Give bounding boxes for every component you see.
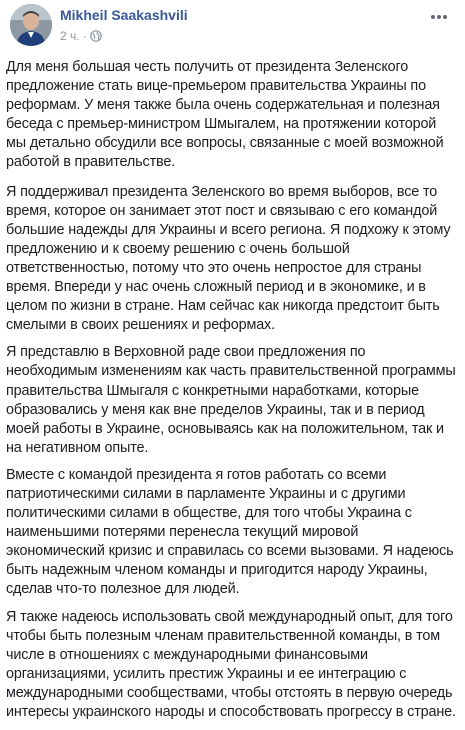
post-paragraph-5: Я также надеюсь использовать свой международный опыт, для того чтобы быть полезным членам правительственной команды, в том числе в отношениях с международными финансовыми организациями, усилить престиж Украины и ее интеграцию с международными сообществами, чтобы отстоять в первую очередь интересы украинского народы и способствовать прогрессу в стране. <box>6 608 456 720</box>
post-meta <box>60 29 102 43</box>
post-header <box>5 0 460 56</box>
avatar-image <box>10 4 52 46</box>
avatar[interactable] <box>10 4 52 46</box>
post-body <box>6 58 458 730</box>
globe-icon[interactable] <box>90 30 102 42</box>
more-options-icon[interactable] <box>426 8 452 26</box>
post-paragraph-1: Для меня большая честь получить от президента Зеленского предложение стать вице-премьером правительства Украины по реформам. У меня также была очень содержательная и полезная беседа с премьер-министром Шмыгалем, на протяжении которой мы детально обсудили все вопросы, связанные с моей возможной работой в правительстве. <box>6 59 444 171</box>
post-paragraph-3: Я представлю в Верховной раде свои предложения по необходимым изменениям как часть правительственной программы правительства Шмыгаля с конкретными наработками, которые образовались у меня как вне пределов Украины, так и в период моей работы в Украине, основываясь как на положительном, так и на негативном опыте. <box>6 344 456 456</box>
post-paragraph-4: Вместе с командой президента я готов работать со всеми патриотическими силами в парламенте Украины и с другими политическими силами в обществе, для того чтобы Украина с наименьшими потерями перенесла текущий мировой экономический кризис и справилась со всеми вызовами. Я надеюсь быть надежным членом команды и пригодится народу Украины, сделав что-то полезное для людей. <box>6 466 454 598</box>
meta-separator: · <box>82 29 87 43</box>
post-author[interactable]: Mikheil Saakashvili <box>60 7 188 23</box>
post-paragraph-2: Я поддерживал президента Зеленского во время выборов, все то время, которое он занимает этот пост и связываю с его командой большие надежды для Украины и всего региона. Я подхожу к этому предложению и к своему решению с очень большой ответственностью, потому что это очень непростое для страны время. Впереди у нас очень сложный период и в экономике, и в целом по жизни в стране. Нам сейчас как никогда предстоит быть смелыми в своих решениях и реформах. <box>6 183 451 334</box>
post-timestamp[interactable]: 2 ч. <box>60 29 80 43</box>
